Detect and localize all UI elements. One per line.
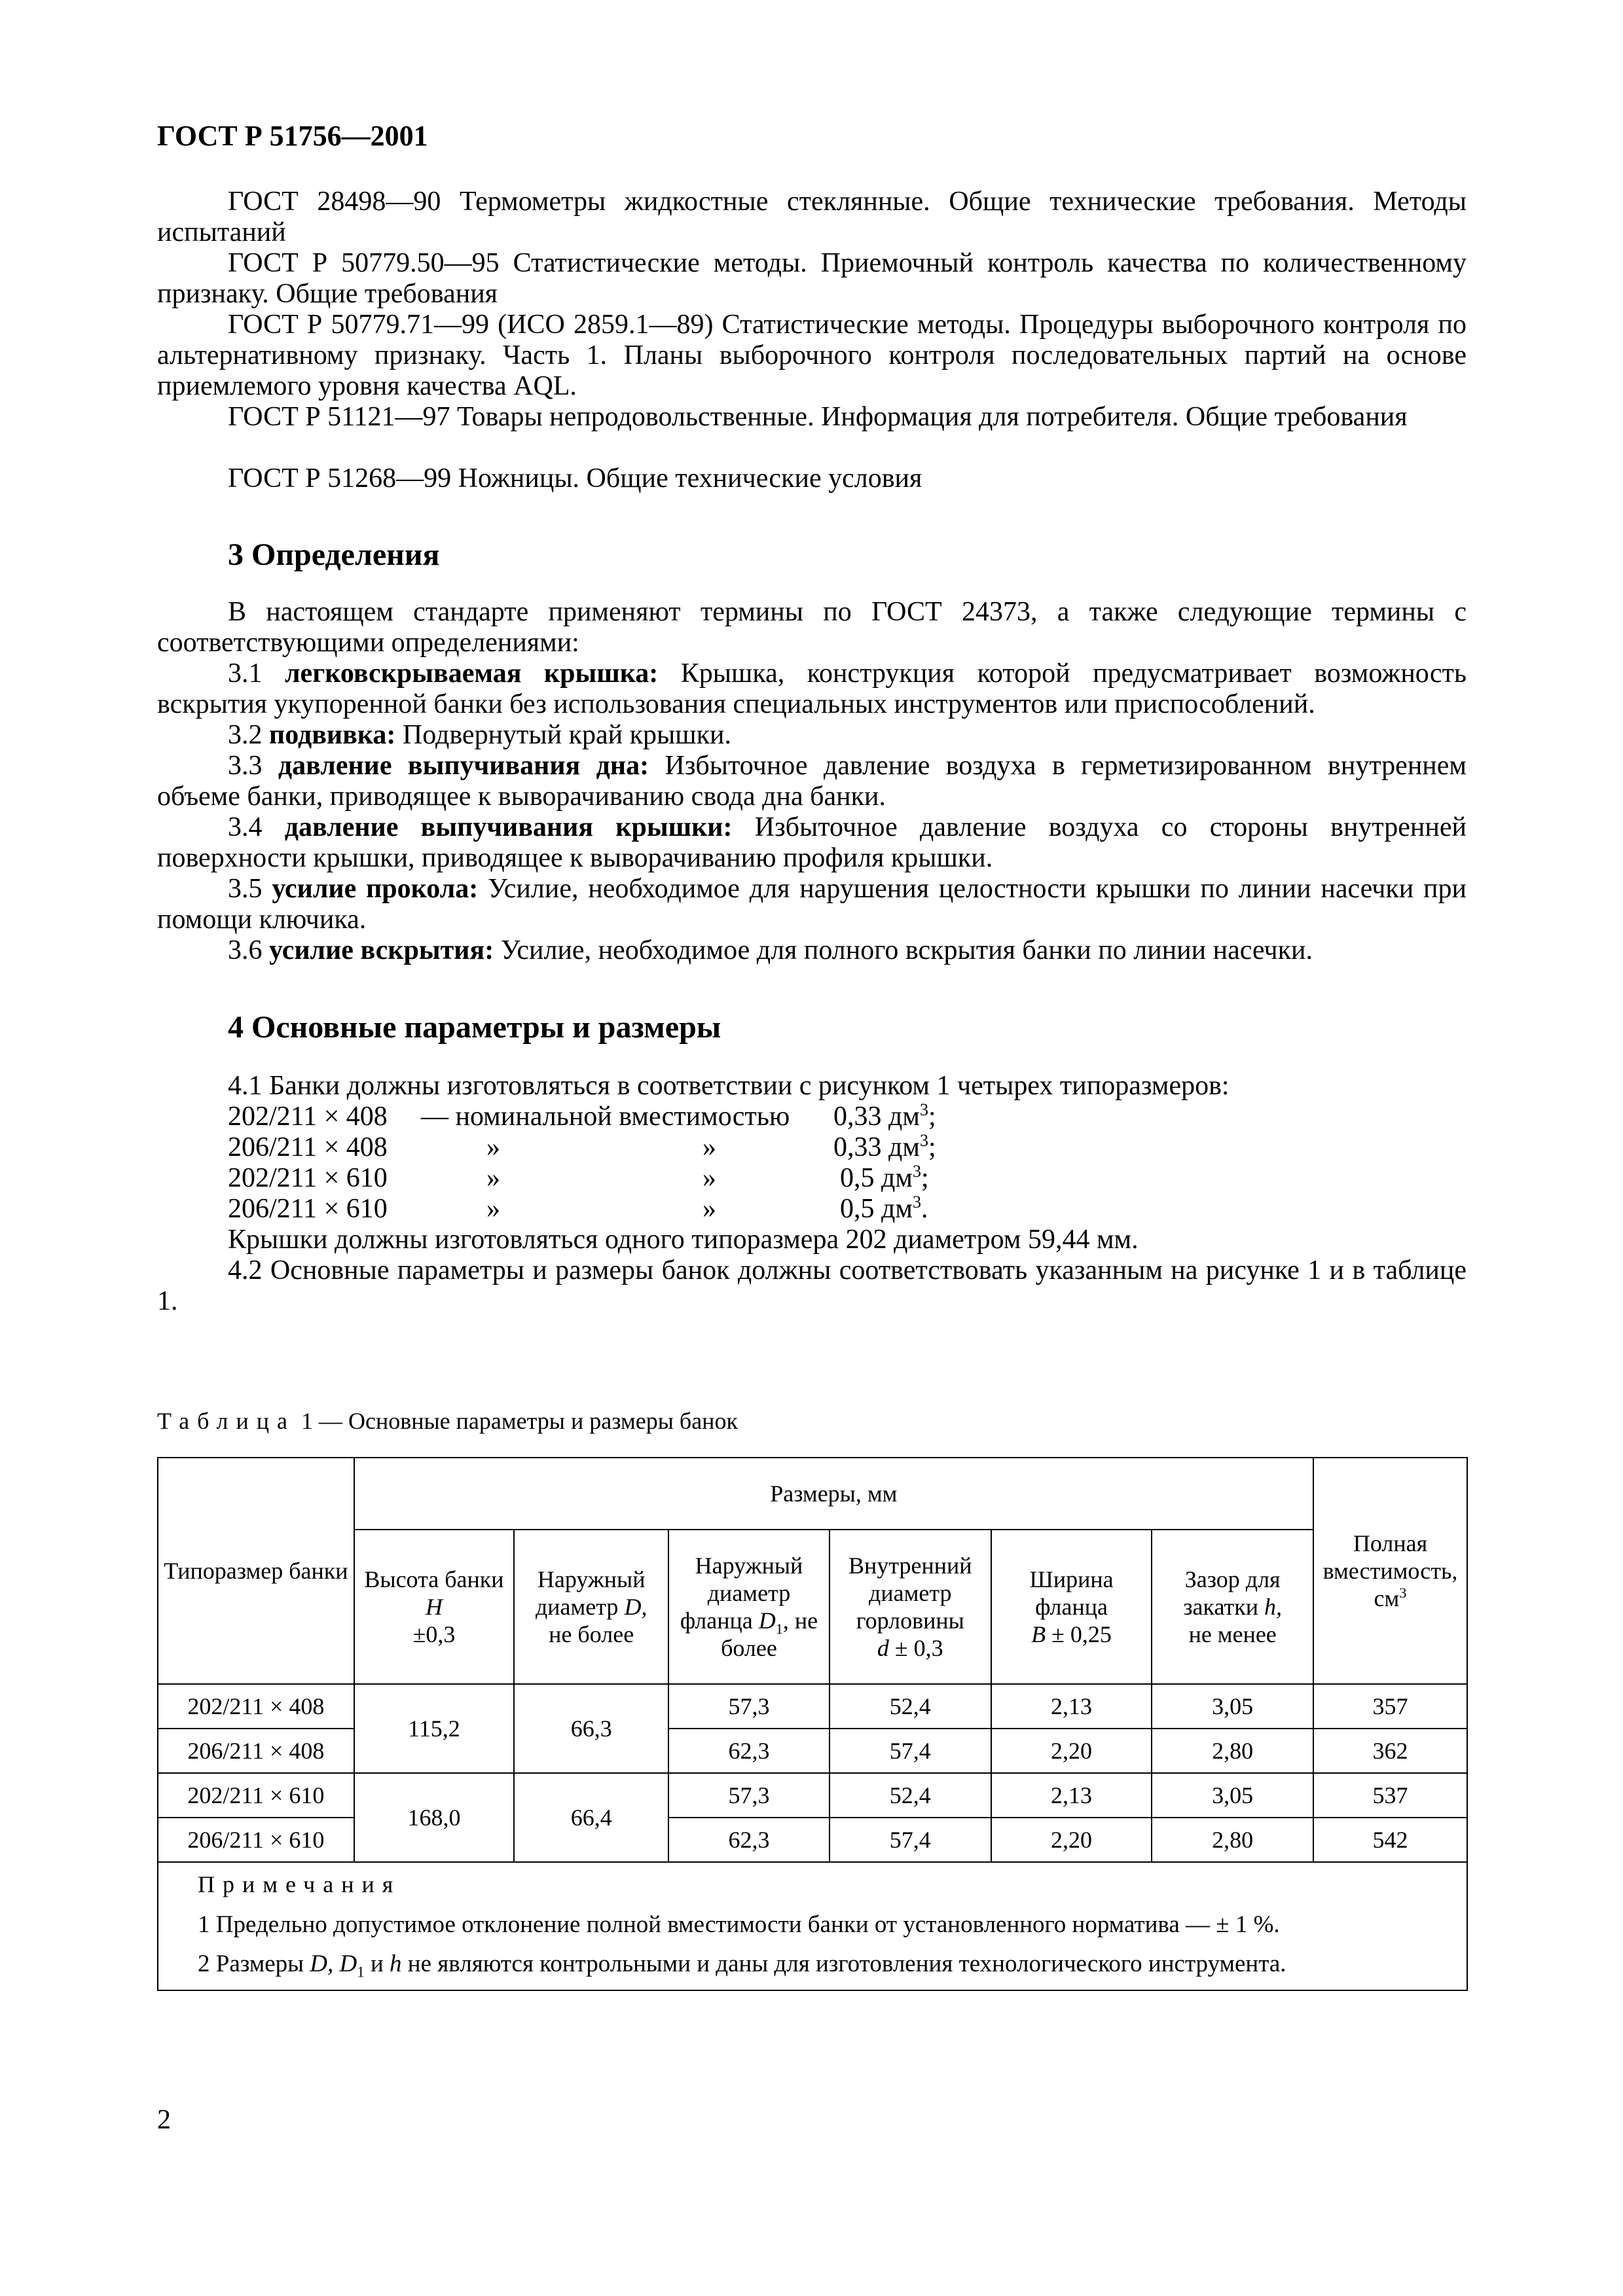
header-dimensions: Размеры, мм — [354, 1458, 1313, 1530]
definition-3-2: 3.2 подвивка: Подвернутый край крышки. — [228, 720, 731, 750]
cell-outer-diameter: 66,3 — [514, 1684, 668, 1773]
cell-flange-diameter: 62,3 — [668, 1818, 830, 1862]
reference-4: ГОСТ Р 51121—97 Товары непродовольственные. Информация для потребителя. Общие требования — [228, 402, 1408, 432]
header-can-size: Типоразмер банки — [158, 1458, 354, 1684]
cell-height: 115,2 — [354, 1684, 515, 1773]
cell-height: 168,0 — [354, 1773, 515, 1862]
table-caption: Таблица 1 — Основные параметры и размеры банок — [157, 1408, 738, 1434]
cell-neck-diameter: 57,4 — [830, 1729, 991, 1773]
notes-title: Примечания — [198, 1871, 401, 1897]
cell-capacity: 542 — [1313, 1818, 1467, 1862]
paragraph-4-1: 4.1 Банки должны изготовляться в соответствии с рисунком 1 четырех типоразмеров: — [228, 1071, 1230, 1101]
cell-size: 202/211 × 408 — [158, 1684, 354, 1729]
table-notes — [158, 1862, 1467, 1990]
definition-3-5: 3.5 усилие прокола: Усилие, необходимое для нарушения целостности крышки по линии насечки при помощи ключика. — [157, 874, 1467, 935]
header-flange-diameter: Наружный диаметр фланца $D_1$, не более — [668, 1530, 830, 1684]
definition-3-6: 3.6 усилие вскрытия: Усилие, необходимое для полного вскрытия банки по линии насечки. — [228, 935, 1313, 965]
cell-flange-width: 2,13 — [991, 1684, 1152, 1729]
cell-seaming-gap: 3,05 — [1152, 1684, 1313, 1729]
lids-paragraph: Крышки должны изготовляться одного типоразмера 202 диаметром 59,44 мм. — [228, 1225, 1139, 1255]
reference-1: ГОСТ 28498—90 Термометры жидкостные стеклянные. Общие технические требования. Методы испытаний — [157, 187, 1467, 247]
cell-flange-diameter: 57,3 — [668, 1773, 830, 1818]
cell-seaming-gap: 2,80 — [1152, 1729, 1313, 1773]
paragraph-4-2: 4.2 Основные параметры и размеры банок должны соответствовать указанным на рисунке 1 и в таблице 1. — [157, 1255, 1467, 1316]
header-capacity: Полная вместимость, $см^3$ — [1313, 1458, 1467, 1684]
cell-seaming-gap: 2,80 — [1152, 1818, 1313, 1862]
page-number: 2 — [157, 2105, 171, 2135]
section-4-heading: 4 Основные параметры и размеры — [228, 1010, 721, 1045]
cell-size: 206/211 × 610 — [158, 1818, 354, 1862]
document-page: ГОСТ Р 51756—2001 ГОСТ 28498—90 Термометры жидкостные стеклянные. Общие технические требования. Методы испытаний ГОСТ Р 50779.50—95 Статистические методы. Приемочный контроль качества по количественному признаку. Общие требования ГОСТ Р 50779.71—99 (ИСО 2859.1—89) Статистические методы. Процедуры выборочного контроля по альтернативному признаку. Часть 1. Планы выборочного контроля последовательных партий на основе приемлемого уровня качества AQL. ГОСТ Р 51121—97 Товары непродовольственные. Информация для потребителя. Общие требования ГОСТ Р 51268—99 Ножницы. Общие технические условия 3 Определения В настоящем стандарте применяют термины по ГОСТ 24373, а также следующие термины с соответствующими определениями: 3.1 легковскрываемая крышка: Крышка, конструкция которой предусматривает возможность вскрытия укупоренной банки без использования специальных инструментов или приспособлений. 3.2 подвивка: Подвернутый край крышки. 3.3 давление выпучивания дна: Избыточное давление воздуха в герметизированном внутреннем объеме банки, приводящее к выворачиванию свода дна банки. 3.4 давление выпучивания крышки: Избыточное давление воздуха со стороны внутренней поверхности крышки, приводящее к выворачиванию профиля крышки. 3.5 усилие прокола: Усилие, необходимое для нарушения целостности крышки по линии насечки при помощи ключика. 3.6 усилие вскрытия: Усилие, необходимое для полного вскрытия банки по линии насечки. 4 Основные параметры и размеры 4.1 Банки должны изготовляться в соответствии с рисунком 1 четырех типоразмеров: 202/211 × 408 — номинальной вместимостью 0,33 $дм^3$; 206/211 × 408 » » 0,33 $дм^3$; 202/211 × 610 » » 0,5 $дм^3$; 206/211 × 610 » » 0,5 $дм^3$. Крышки должны изготовляться одного типоразмера 202 диаметром 59,44 мм. 4.2 Основные параметры и размеры банок должны соответствовать указанным на рисунке 1 и в таблице 1. Таблица 1 — Основные параметры и размеры банок Типоразмер банки Размеры, мм Полная вместимость, $см^3$ Высота банки H ±0,3 Наружный диаметр D, не более Наружный диаметр фланца $D_1$, не более Внутренний диаметр горловины d ± 0,3 Ширина фланца B ± 0,25 Зазор для закатки h, не менее 202/211 × 408 115,2 66,3 57,3 52,4 2,13 3,05 357 206/211 × 408 62,3 57,4 2,20 2,80 362 202/211 × 610 168,0 66,4 57,3 52,4 2,13 3,05 537 206/211 × 610 62,3 57,4 2,20 2,80 542 Примечания 1 Предельно допустимое отклонение полной вместимости банки от установленного норматива — ± 1 %. 2 Размеры D, $D_1$ и h не являются контрольными и даны для изготовления технологического инструмента. 2 — [157, 120, 1467, 2135]
note-1: 1 Предельно допустимое отклонение полной вместимости банки от установленного норматива — ± 1 %. — [198, 1911, 1280, 1938]
cell-neck-diameter: 57,4 — [830, 1818, 991, 1862]
cell-capacity: 362 — [1313, 1729, 1467, 1773]
section-3-heading: 3 Определения — [228, 537, 440, 572]
definition-3-1: 3.1 легковскрываемая крышка: Крышка, конструкция которой предусматривает возможность вскрытия укупоренной банки без использования специальных инструментов или приспособлений. — [157, 658, 1467, 719]
cell-neck-diameter: 52,4 — [830, 1684, 991, 1729]
header-neck-diameter: Внутренний диаметр горловины d ± 0,3 — [830, 1530, 991, 1684]
cell-flange-diameter: 57,3 — [668, 1684, 830, 1729]
cell-size: 202/211 × 610 — [158, 1773, 354, 1818]
header-outer-diameter: Наружный диаметр D, не более — [514, 1530, 668, 1684]
note-2: 2 Размеры D, $D_1$ и h не являются контрольными и даны для изготовления технологического инструмента. — [198, 1950, 1286, 1981]
cell-size: 206/211 × 408 — [158, 1729, 354, 1773]
cell-capacity: 537 — [1313, 1773, 1467, 1818]
reference-2: ГОСТ Р 50779.50—95 Статистические методы. Приемочный контроль качества по количественному признаку. Общие требования — [157, 248, 1467, 309]
cell-flange-width: 2,20 — [991, 1818, 1152, 1862]
reference-3: ГОСТ Р 50779.71—99 (ИСО 2859.1—89) Статистические методы. Процедуры выборочного контроля по альтернативному признаку. Часть 1. Планы выборочного контроля последовательных партий на основе приемлемого уровня качества AQL. — [157, 310, 1467, 401]
cell-flange-width: 2,20 — [991, 1729, 1152, 1773]
section-3-intro: В настоящем стандарте применяют термины по ГОСТ 24373, а также следующие термины с соответствующими определениями: — [157, 597, 1467, 658]
cell-flange-width: 2,13 — [991, 1773, 1152, 1818]
reference-5: ГОСТ Р 51268—99 Ножницы. Общие технические условия — [228, 463, 922, 493]
cell-outer-diameter: 66,4 — [514, 1773, 668, 1862]
definition-3-4: 3.4 давление выпучивания крышки: Избыточное давление воздуха со стороны внутренней поверхности крышки, приводящее к выворачиванию профиля крышки. — [157, 812, 1467, 873]
running-title: ГОСТ Р 51756—2001 — [157, 120, 428, 152]
cell-capacity: 357 — [1313, 1684, 1467, 1729]
header-seaming-gap: Зазор для закатки h, не менее — [1152, 1530, 1313, 1684]
table-row — [158, 1684, 1467, 1729]
cell-flange-diameter: 62,3 — [668, 1729, 830, 1773]
table-row — [158, 1773, 1467, 1818]
can-parameters-table — [157, 1457, 1468, 1991]
cell-neck-diameter: 52,4 — [830, 1773, 991, 1818]
definition-3-3: 3.3 давление выпучивания дна: Избыточное давление воздуха в герметизированном внутреннем объеме банки, приводящее к выворачиванию свода дна банки. — [157, 751, 1467, 812]
header-height: Высота банки H ±0,3 — [354, 1530, 515, 1684]
header-flange-width: Ширина фланца B ± 0,25 — [991, 1530, 1152, 1684]
cell-seaming-gap: 3,05 — [1152, 1773, 1313, 1818]
